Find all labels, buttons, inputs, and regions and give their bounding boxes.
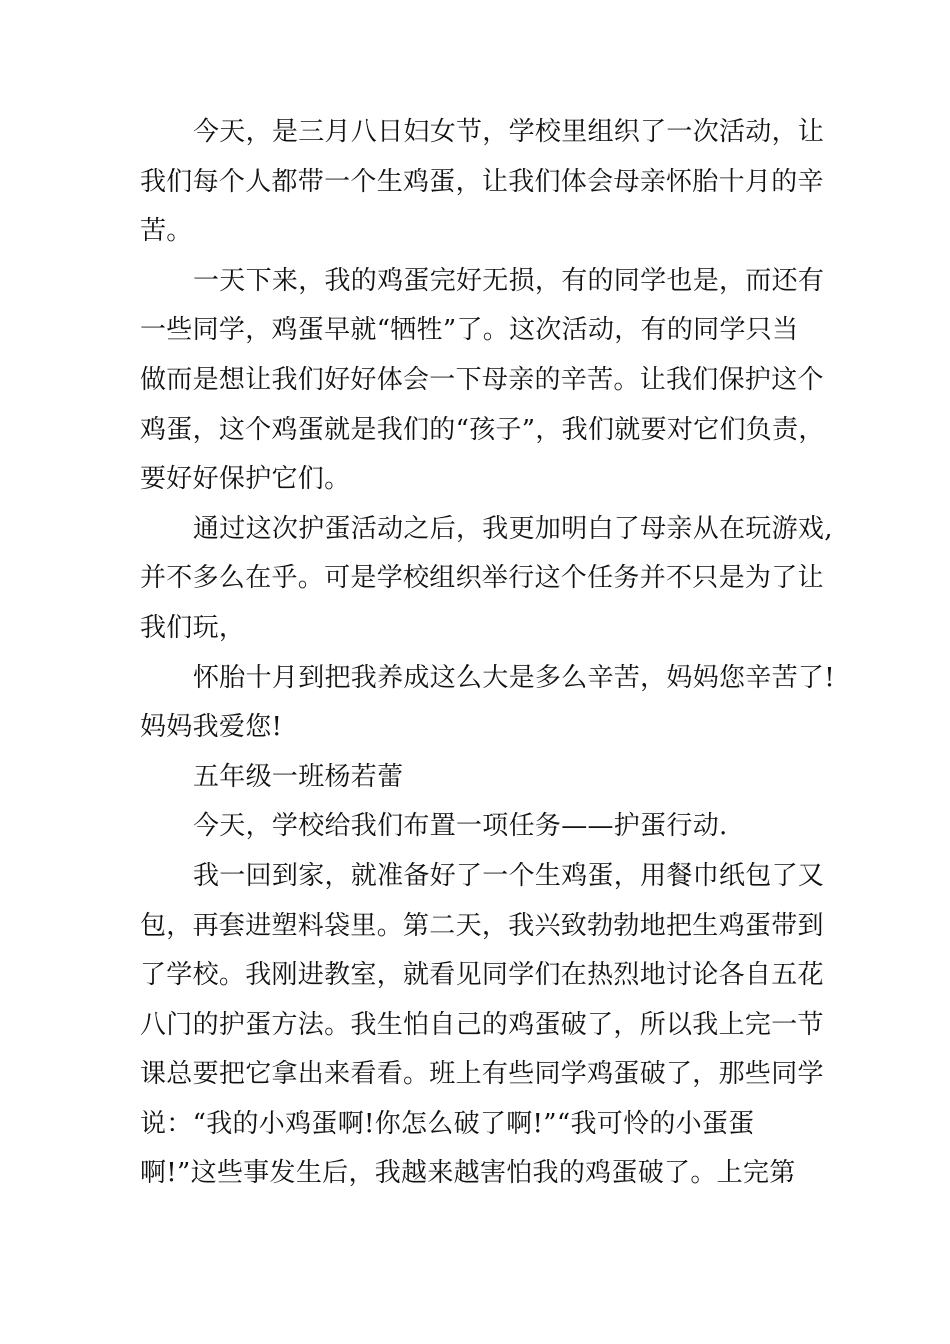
text-line: 我们每个人都带一个生鸡蛋，让我们体会母亲怀胎十月的辛 <box>140 166 824 197</box>
text-line: 我们玩， <box>140 612 246 643</box>
text-line: 了学校。我刚进教室，就看见同学们在热烈地讨论各自五花 <box>140 960 824 991</box>
text-line: 今天，是三月八日妇女节，学校里组织了一次活动，让 <box>193 117 825 147</box>
text-line: 做而是想让我们好好体会一下母亲的辛苦。让我们保护这个 <box>140 364 824 395</box>
text-line: 并不多么在乎。可是学校组织举行这个任务并不只是为了让 <box>140 563 824 594</box>
text-line: 妈妈我爱您! <box>140 712 283 743</box>
text-line: 一天下来，我的鸡蛋完好无损，有的同学也是，而还有 <box>193 265 825 296</box>
text-line: 鸡蛋，这个鸡蛋就是我们的“孩子”，我们就要对它们负责， <box>140 414 825 445</box>
text-line: 包，再套进塑料袋里。第二天，我兴致勃勃地把生鸡蛋带到 <box>140 910 824 941</box>
document-body <box>140 108 835 1199</box>
text-line: 八门的护蛋方法。我生怕自己的鸡蛋破了，所以我上完一节 <box>140 1009 824 1040</box>
text-line: 通过这次护蛋活动之后，我更加明白了母亲从在玩游戏, <box>193 513 833 544</box>
text-line: 要好好保护它们。 <box>140 464 351 495</box>
text-line: 啊!”这些事发生后，我越来越害怕我的鸡蛋破了。上完第 <box>140 1158 796 1189</box>
text-line: 苦。 <box>140 216 193 247</box>
author-line: 五年级一班杨若蕾 <box>193 761 404 792</box>
text-line: 怀胎十月到把我养成这么大是多么辛苦，妈妈您辛苦了! <box>193 662 835 693</box>
text-line: 课总要把它拿出来看看。班上有些同学鸡蛋破了，那些同学 <box>140 1059 824 1090</box>
text-line: 我一回到家，就准备好了一个生鸡蛋，用餐巾纸包了又 <box>193 860 825 891</box>
text-line: 一些同学，鸡蛋早就“牺牲”了。这次活动，有的同学只当 <box>140 315 799 346</box>
text-line: 说：“我的小鸡蛋啊!你怎么破了啊!”“我可怜的小蛋蛋 <box>140 1108 755 1139</box>
text-line: 今天，学校给我们布置一项任务——护蛋行动. <box>193 811 728 842</box>
